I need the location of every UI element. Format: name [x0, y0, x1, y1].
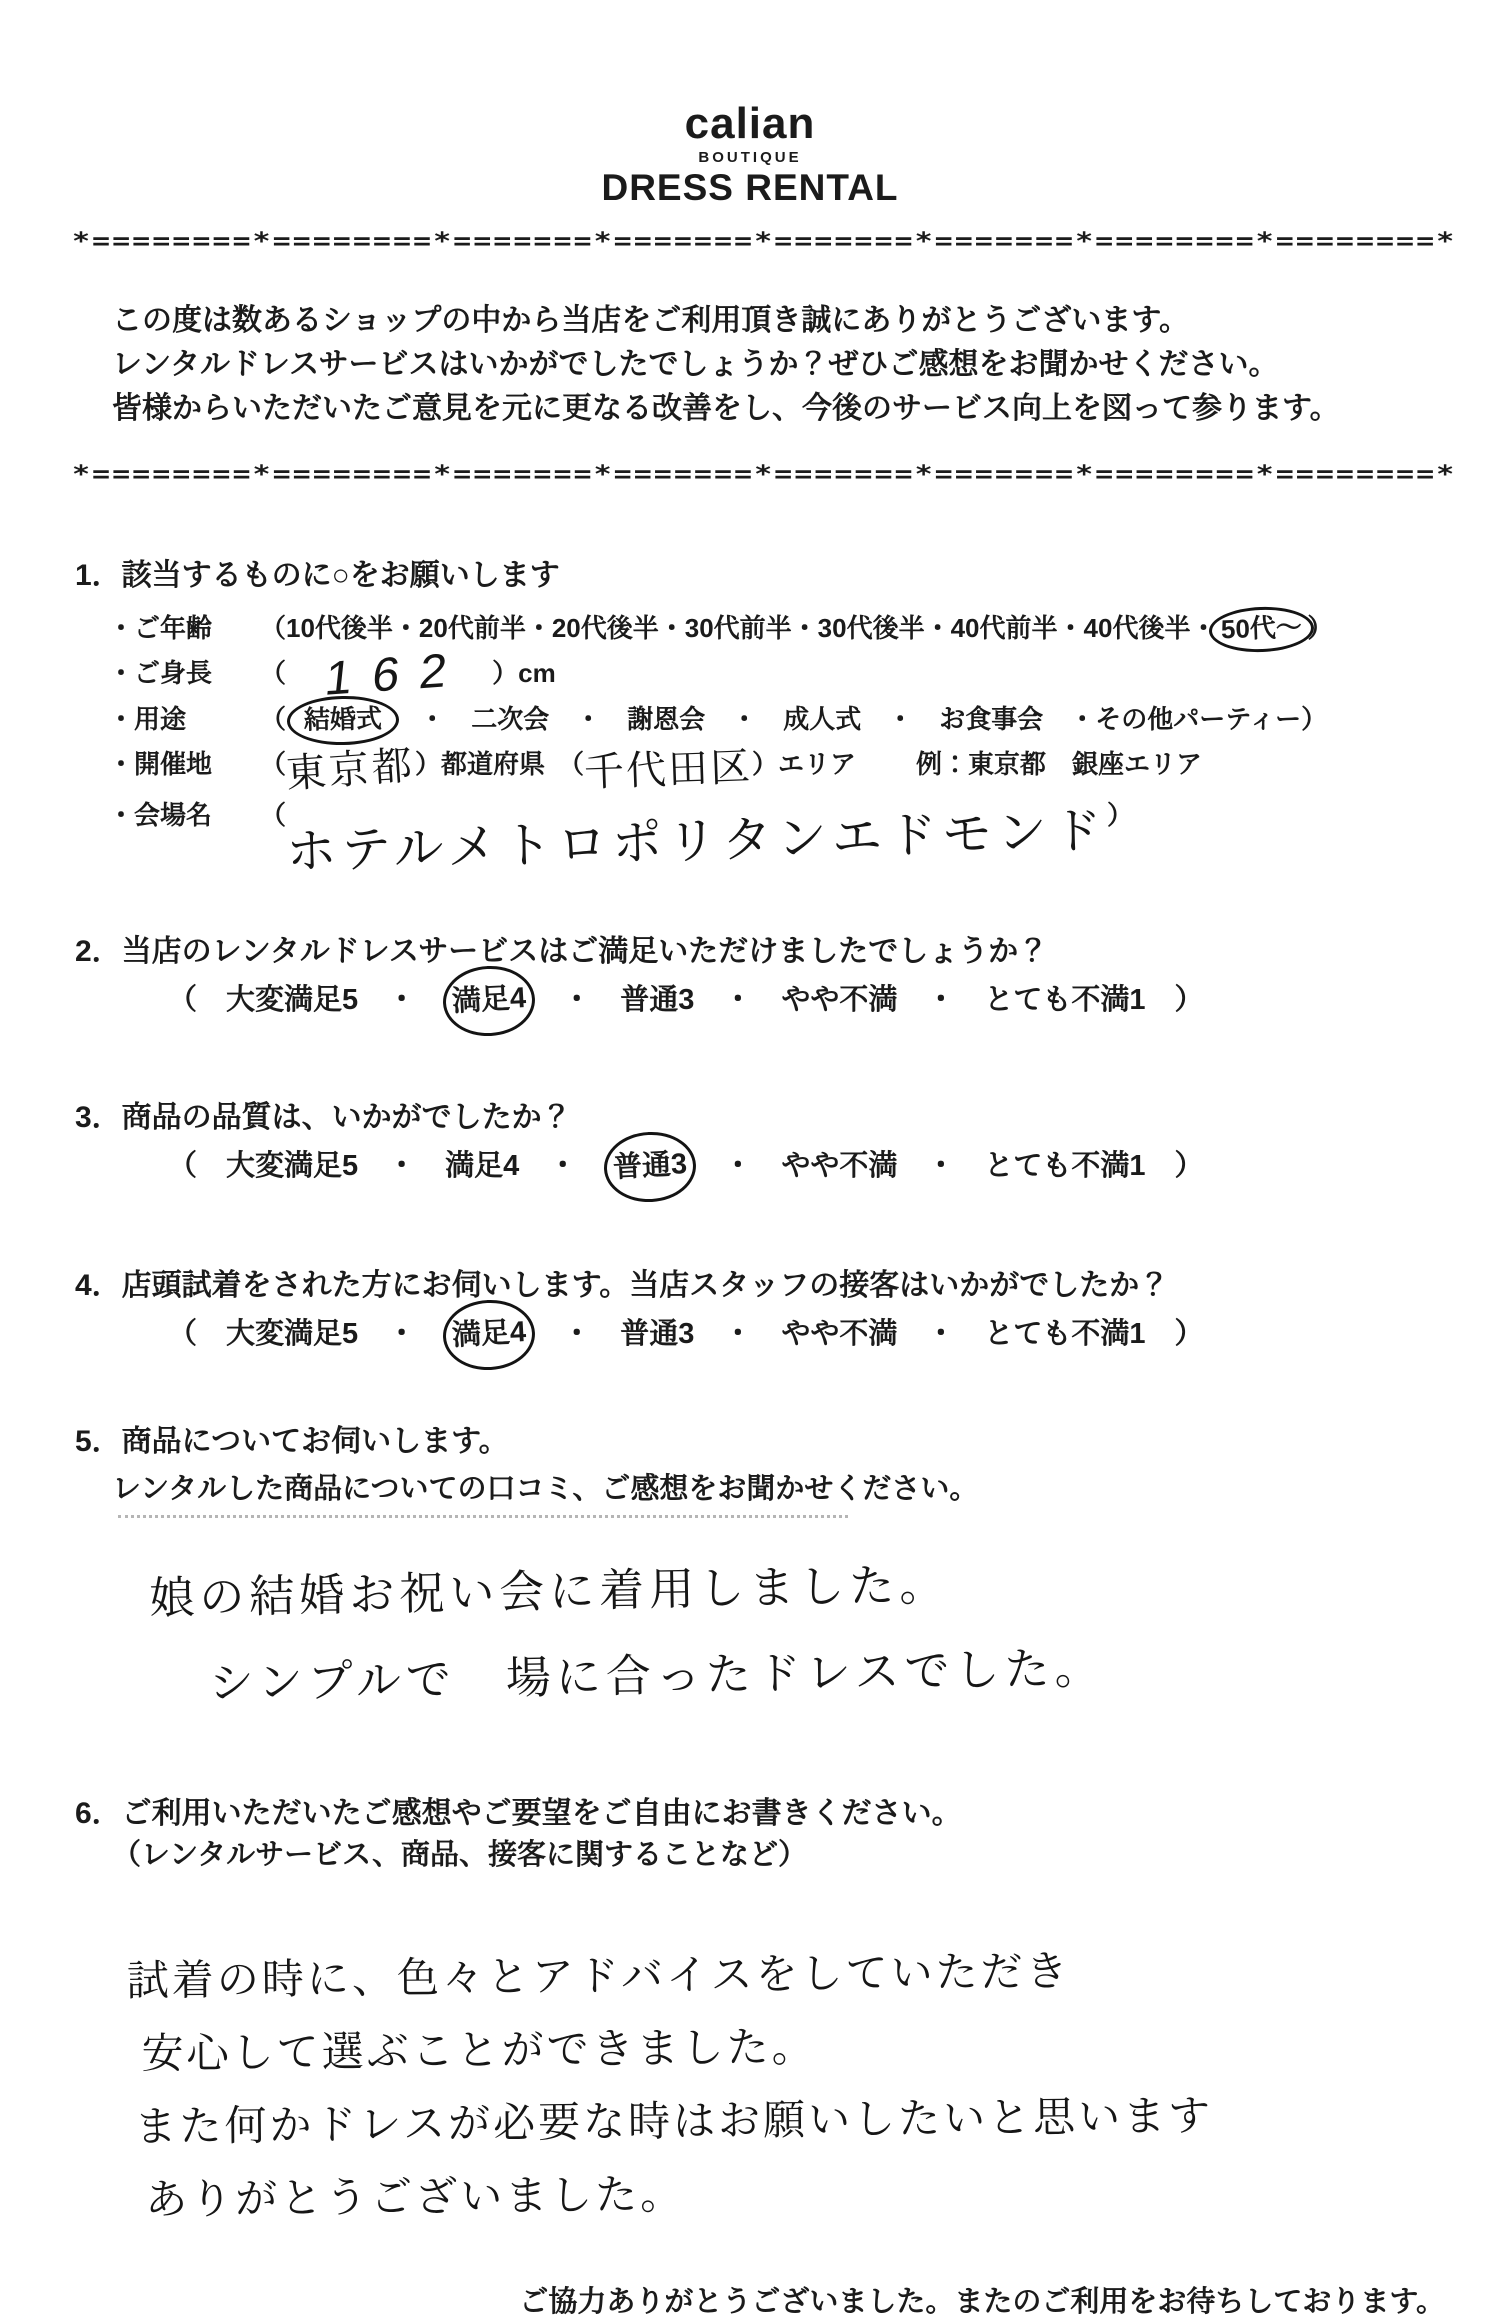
- circled-q3-answer: 普通3: [602, 1129, 698, 1204]
- question-4-rating-row: [168, 1314, 1500, 1354]
- question-5-section: [0, 1416, 1500, 1716]
- question-1-title: 1．該当するものに○をお願いします: [75, 558, 560, 592]
- question-5-title: 5．商品についてお伺いします。: [75, 1424, 509, 1458]
- q3-options-post: ・ やや不満 ・ とても不満1 ）: [694, 1149, 1204, 1182]
- age-options-pre: （10代後半・20代前半・20代後半・30代前半・30代後半・40代前半・40代後半・: [260, 612, 1217, 643]
- venue-paren-open: （: [260, 799, 287, 830]
- location-row: [108, 742, 1500, 797]
- question-1-rows: [108, 606, 1500, 880]
- height-row: [108, 642, 1500, 706]
- handwritten-venue-value: ホテルメトロポリタンエドモンド: [285, 801, 1108, 880]
- question-4-title: 4．店頭試着をされた方にお伺いします。当店スタッフの接客はいかがでしたか？: [75, 1268, 1170, 1302]
- footer-note: ご協力ありがとうございました。またのご利用をお待ちしております。: [519, 2285, 1445, 2318]
- separator-line-top: *========*========*=======*=======*=======*=======*========*========*: [72, 227, 1457, 256]
- venue-row: [108, 793, 1500, 880]
- question-4-section: [0, 1260, 1500, 1354]
- question-3-title: 3．商品の品質は、いかがでしたか？: [75, 1100, 572, 1134]
- question-6-title: 6．ご利用いただいたご感想やご要望をご自由にお書きください。: [75, 1796, 962, 1830]
- q6-handwritten-line-2: 安心して選ぶことができました。: [141, 2022, 817, 2077]
- handwritten-prefecture-value: 東京都: [284, 743, 417, 797]
- venue-label: ・会場名: [108, 799, 213, 830]
- brand-logo: calian: [684, 99, 816, 148]
- purpose-row: [108, 697, 1500, 742]
- age-options-post: ）: [1307, 612, 1334, 643]
- q4-options-post: ・ 普通3 ・ やや不満 ・ とても不満1 ）: [533, 1317, 1204, 1350]
- circled-q4-answer: 満足4: [441, 1297, 537, 1372]
- scan-artifact-dotted-line: [118, 1515, 848, 1518]
- question-6-handwritten-answer: [127, 1929, 1502, 2235]
- question-3-section: [0, 1092, 1500, 1186]
- intro-line-3: 皆様からいただいたご意見を元に更なる改善をし、今後のサービス向上を図って参ります。: [112, 391, 1340, 425]
- question-5-subtitle: レンタルした商品についての口コミ、ご感想をお聞かせください。: [112, 1472, 979, 1505]
- question-5-handwritten-answer: [149, 1532, 1502, 1728]
- separator-line-middle: *========*========*=======*=======*=======*=======*========*========*: [72, 460, 1457, 489]
- age-row: [108, 606, 1500, 651]
- question-6-subtitle: （レンタルサービス、商品、接客に関することなど）: [112, 1838, 807, 1871]
- q6-handwritten-line-1: 試着の時に、色々とアドバイスをしていただき: [126, 1946, 1071, 2004]
- location-label: ・開催地: [108, 748, 213, 779]
- age-label: ・ご年齢: [108, 612, 213, 643]
- location-mid: ）都道府県 （: [415, 748, 585, 779]
- q6-handwritten-line-3: また何かドレスが必要な時はお願いしたいと思います: [134, 2091, 1214, 2150]
- question-2-title: 2．当店のレンタルドレスサービスはご満足いただけましたでしょうか？: [75, 934, 1049, 968]
- question-2-rating-row: [168, 980, 1500, 1020]
- purpose-label: ・用途: [108, 703, 187, 734]
- q2-options-pre: （ 大変満足5 ・: [168, 983, 446, 1016]
- q4-options-pre: （ 大変満足5 ・: [168, 1317, 446, 1350]
- circled-age-answer: 50代～: [1209, 605, 1315, 654]
- height-paren-close: ）cm: [492, 657, 556, 688]
- intro-paragraph: [112, 299, 1500, 431]
- intro-line-1: この度は数あるショップの中から当店をご利用頂き誠にありがとうございます。: [112, 303, 1189, 337]
- q5-handwritten-line-1: 娘の結婚お祝い会に着用しました。: [148, 1558, 950, 1624]
- question-2-section: [0, 926, 1500, 1020]
- height-label: ・ご身長: [108, 657, 213, 688]
- q6-handwritten-line-4: ありがとうございました。: [144, 2170, 686, 2223]
- question-3-rating-row: [168, 1146, 1500, 1186]
- handwritten-height-value: 162: [322, 642, 470, 706]
- height-paren-open: （: [260, 657, 287, 688]
- circled-q2-answer: 満足4: [441, 963, 537, 1038]
- location-post: ）エリア: [752, 748, 857, 779]
- venue-paren-close: ）: [1107, 799, 1134, 830]
- q3-options-pre: （ 大変満足5 ・ 満足4 ・: [168, 1149, 607, 1182]
- question-1-section: [0, 550, 1500, 880]
- location-paren-open: （: [260, 748, 287, 779]
- brand-subtitle: BOUTIQUE: [698, 148, 802, 166]
- document-title: DRESS RENTAL: [601, 166, 899, 208]
- question-6-section: [0, 1788, 1500, 2229]
- handwritten-area-value: 千代田区: [583, 744, 753, 795]
- intro-line-2: レンタルドレスサービスはいかがでしたでしょうか？ぜひご感想をお聞かせください。: [112, 347, 1279, 381]
- q2-options-post: ・ 普通3 ・ やや不満 ・ とても不満1 ）: [533, 983, 1204, 1016]
- q5-handwritten-line-2: シンプルで 場に合ったドレスでした。: [208, 1641, 1105, 1709]
- header: [0, 0, 1500, 208]
- circled-purpose-answer: 結婚式: [287, 695, 400, 746]
- purpose-options-pre: （: [260, 703, 294, 734]
- location-example: 例：東京都 銀座エリア: [916, 748, 1203, 779]
- purpose-options-post: ・ 二次会 ・ 謝恩会 ・ 成人式 ・ お食事会 ・その他パーティー）: [393, 703, 1328, 734]
